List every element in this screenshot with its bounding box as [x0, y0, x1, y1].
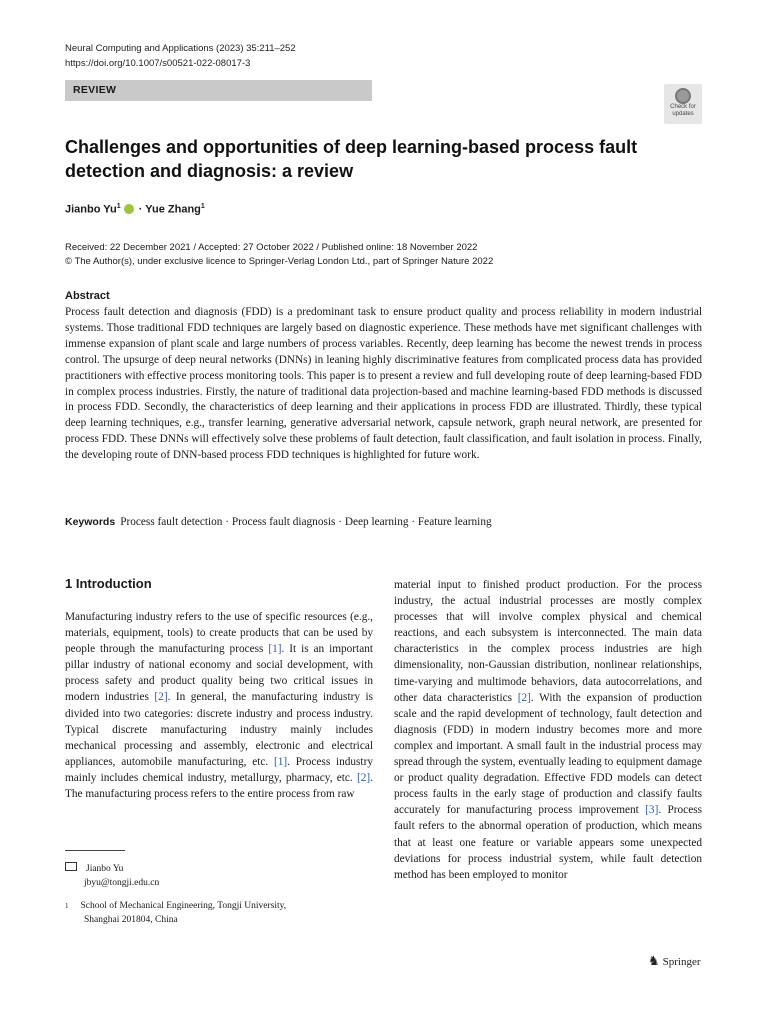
- journal-header: [65, 41, 296, 71]
- author-affil-2: 1: [200, 203, 205, 210]
- intro-text-6: material input to finished product production. For the process industry, the actual industrial processes are mostly complex processes that will involve complex physical and chemical reactions, and each subsystem is interconnected. The main data characteristics in the complex process industries are high dimensionality, non-Gaussian distribution, nonlinear relationships, time-varying and multimode behaviors, data autocorrelations, and other data characteristics: [394, 579, 702, 704]
- contact-name: Jianbo Yu: [86, 864, 124, 874]
- author-name-2[interactable]: Yue Zhang: [145, 203, 201, 216]
- citation-ref[interactable]: [2]: [356, 771, 371, 784]
- intro-right-column: [394, 577, 702, 883]
- orcid-icon[interactable]: [124, 204, 134, 214]
- envelope-icon: [65, 862, 77, 871]
- abstract-heading: Abstract: [65, 290, 110, 302]
- affiliation-number: 1: [65, 902, 69, 910]
- journal-citation: Neural Computing and Applications (2023) 35:211–252: [65, 43, 296, 54]
- citation-ref[interactable]: [2]: [517, 691, 531, 704]
- citation-ref[interactable]: [2]: [154, 691, 168, 704]
- footnote-divider: [65, 850, 125, 851]
- contact-email[interactable]: jbyu@tongji.edu.cn: [84, 878, 160, 888]
- copyright-line: © The Author(s), under exclusive licence to Springer-Verlag London Ltd., part of Springer Nature 2022: [65, 256, 494, 267]
- intro-text-8: . Process fault refers to the abnormal operation of production, which means that at least one feature or variable appears some unexpected deviations for process industrial system, while fault detection method has been employed to monitor: [394, 804, 702, 881]
- affiliation-line-2: Shanghai 201804, China: [84, 915, 178, 925]
- intro-text-2: . It is an important pillar industry of national economy and social development, with process safety and product quality being two critical issues in modern industries: [65, 643, 373, 704]
- author-affil-1: 1: [116, 203, 121, 210]
- publisher-name: Springer: [662, 956, 701, 968]
- keywords-heading: Keywords: [65, 516, 116, 528]
- intro-left-column: [65, 609, 373, 802]
- check-for-updates-badge[interactable]: [664, 84, 702, 124]
- publisher-logo: [648, 953, 701, 969]
- springer-horse-icon: ♞: [648, 953, 660, 968]
- author-separator: ·: [138, 203, 143, 216]
- article-type-label: REVIEW: [73, 84, 117, 96]
- affiliation-note: [65, 899, 286, 927]
- article-type-bar: [65, 80, 372, 101]
- received-dates: Received: 22 December 2021 / Accepted: 27 October 2022 / Published online: 18 November 2022: [65, 242, 478, 253]
- keywords-line: [65, 516, 492, 528]
- intro-text-1: Manufacturing industry refers to the use of specific resources (e.g., materials, equipment, tools) to create products that can be used by people through the manufacturing process: [65, 611, 373, 656]
- citation-ref[interactable]: [1]: [268, 643, 282, 656]
- intro-text-3: . In general, the manufacturing industry is divided into two categories: discrete industry and process industry. Typical discrete manufacturing industry mainly includes mechanical processing and assembly, electronic and electrical appliances, automobile manufacturing, etc.: [65, 691, 374, 768]
- check-updates-icon: [675, 88, 691, 104]
- check-updates-text: Check for updates: [670, 104, 696, 117]
- author-name-1[interactable]: Jianbo Yu: [65, 203, 117, 216]
- doi-link[interactable]: https://doi.org/10.1007/s00521-022-08017-3: [65, 58, 251, 69]
- affiliation-line-1: School of Mechanical Engineering, Tongji University,: [80, 901, 287, 911]
- abstract-text: Process fault detection and diagnosis (FDD) is a predominant task to ensure product quality and process reliability in modern industrial systems. Those traditional FDD techniques are largely based on diagnostic experience. These methods have met significant challenges with immense expansion of plant scale and large numbers of process variables. Recently, deep learning has become the newest trends in process control. The upsurge of deep neural networks (DNNs) in leaning highly discriminative features from complicated process data has provided practitioners with effective process monitoring tools. This paper is to present a review and full developing route of deep learning-based FDD in complex process industries. Firstly, the nature of traditional data projection-based and machine learning-based FDD methods is discussed in process FDD. Secondly, the characteristics of deep learning and their applications in process FDD are illustrated. Thirdly, these typical deep learning techniques, e.g., transfer learning, generative adversarial network, capsule network, graph neural network, are presented for process FDD. These DNNs will effectively solve these problems of fault detection, fault classification, and fault isolation in process. Finally, the developing route of DNN-based process FDD techniques is highlighted for future work.: [65, 306, 702, 462]
- intro-text-5: . The manufacturing process refers to the entire process from raw: [65, 771, 373, 801]
- corresponding-author-note: [65, 862, 159, 890]
- citation-ref[interactable]: [1]: [273, 755, 288, 768]
- intro-text-4: . Process industry mainly includes chemical industry, metallurgy, pharmacy, etc.: [65, 755, 373, 784]
- intro-text-7: . With the expansion of production scale and the rapid development of technology, fault detection and diagnosis (FDD) in modern industry becomes more and more complex and important. A small fault in the industrial process may spread through the system, eventually leading to equipment damage or product quality degradation. Effective FDD models can detect process faults in the early stage of production and classify faults accurately for manufacturing process improvement: [394, 691, 702, 817]
- section-heading-introduction: 1 Introduction: [65, 576, 152, 591]
- publication-dates: [65, 241, 493, 269]
- citation-ref[interactable]: [3]: [645, 804, 659, 817]
- author-line: [65, 203, 205, 216]
- keywords-text: Process fault detection · Process fault diagnosis · Deep learning · Feature learning: [120, 516, 492, 528]
- paper-title: Challenges and opportunities of deep learning-based process fault detection and diagnosis: a review: [65, 137, 638, 181]
